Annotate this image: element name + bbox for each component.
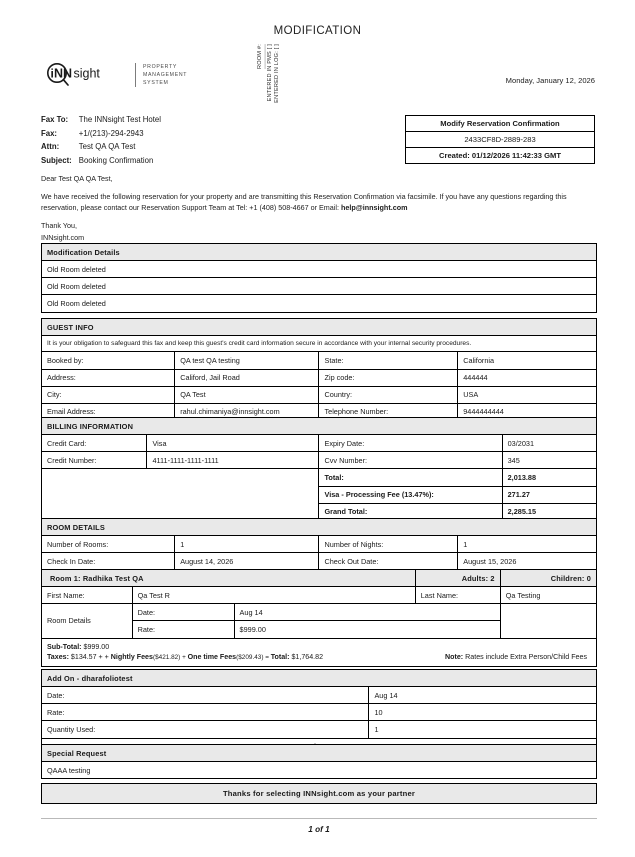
section-header-row [42,418,597,435]
letter-paragraph [41,191,597,213]
modification-row-3: Old Room deleted [42,295,597,312]
table-row [42,587,597,604]
confirmation-code: 2433CF8D-2889-283 [406,132,594,148]
room-1-adults: Adults: 2 [415,570,500,587]
subject-value: Booking Confirmation [78,155,154,165]
section-header-row [42,670,597,687]
fax-header-block [41,114,161,169]
letter-closing-1: Thank You, [41,221,77,231]
table-row [42,721,597,738]
total-label: Total: [319,469,502,486]
city-value: QA Test [175,386,319,403]
one-time-fees-value: ($209.43) = [236,654,271,662]
modification-row-2: Old Room deleted [42,278,597,295]
last-name-value: Qa Testing [500,587,596,604]
page-number: 1 of 1 [308,825,330,834]
room-1-header: Room 1: Radhika Test QA [42,570,416,587]
expiry-date-value: 03/2031 [502,435,596,452]
svg-text:NN: NN [54,66,73,81]
add-on-header: Add On - dharafoliotest [42,670,597,687]
table-row [42,435,597,452]
svg-text:i: i [50,66,54,81]
number-of-rooms-value: 1 [175,536,319,553]
logo-tagline-line-1: PROPERTY [143,63,178,70]
zip-label: Zip code: [319,369,458,386]
table-row [42,369,597,386]
room-details-section [41,518,597,570]
rate-value: $999.00 [234,621,500,638]
billing-spacer [42,469,319,520]
add-on-quantity-label: Quantity Used: [42,721,369,738]
table-row [42,261,597,278]
number-of-nights-value: 1 [458,536,597,553]
taxes-line [47,652,323,663]
modification-details-header: Modification Details [42,244,597,261]
check-in-date-label: Check In Date: [42,553,175,570]
taxes-label: Taxes: [47,653,69,662]
credit-number-label: Credit Number: [42,452,147,469]
special-request-section [41,744,597,779]
cvv-value: 345 [502,452,596,469]
fax-header-row [41,141,161,155]
total-value: 2,013.88 [502,469,596,486]
table-row [42,762,597,779]
modification-details-section [41,243,597,313]
processing-fee-value: 271.27 [502,486,596,503]
table-row [42,536,597,553]
room-totals-cell [42,638,597,666]
address-value: Califord, Jail Road [175,369,319,386]
one-time-fees-label: One time Fees [187,653,237,662]
totals-row [42,638,597,666]
confirmation-box [405,115,595,164]
sub-total-line [47,642,591,653]
fax-header-row [41,128,161,142]
rates-note [445,652,591,663]
support-email: help@innsight.com [340,203,408,213]
innsight-wordmark-icon [44,62,128,88]
room-details-header: ROOM DETAILS [42,519,597,536]
table-row [42,604,597,621]
fax-number-value: +1/(213)-294-2943 [78,128,144,138]
section-header-row [42,244,597,261]
grand-total-value: 2,285.15 [502,503,596,520]
section-header-row [42,745,597,762]
processing-fee-label: Visa - Processing Fee (13.47%): [319,486,502,503]
room-1-children: Children: 0 [500,570,596,587]
table-row [42,278,597,295]
subject-label: Subject: [41,155,72,165]
confirmation-created: Created: 01/12/2026 11:42:33 GMT [439,151,561,160]
add-on-date-label: Date: [42,687,369,704]
add-on-rate-label: Rate: [42,704,369,721]
confirmation-title: Modify Reservation Confirmation [406,116,594,132]
nightly-fees-value: ($421.82) + [152,654,188,662]
document-date: Monday, January 12, 2026 [505,76,595,85]
taxes-base: $134.57 + + [68,653,111,662]
rate-date-label: Date: [132,604,234,621]
grand-total-label: Grand Total: [319,503,502,520]
rate-date-value: Aug 14 [234,604,500,621]
logo-tagline [135,63,187,87]
table-row [42,452,597,469]
sub-total-label: Sub-Total: [47,642,82,651]
number-of-rooms-label: Number of Rooms: [42,536,175,553]
add-on-quantity-value: 1 [369,721,597,738]
first-name-value: Qa Test R [132,587,415,604]
room-number-mark: ROOM #: [258,44,266,69]
guest-info-disclaimer: It is your obligation to safeguard this fax and keep this guest's credit card information secure in accordance with your internal security procedures. [42,336,597,352]
taxes-total-label: Total: [270,653,290,662]
table-row [42,553,597,570]
country-value: USA [458,386,597,403]
section-header-row [42,519,597,536]
taxes-total-value: $1,764.82 [289,653,324,662]
credit-card-label: Credit Card: [42,435,147,452]
page-footer [41,818,597,837]
note-text: Rates include Extra Person/Child Fees [463,653,587,662]
fax-to-label: Fax To: [41,115,69,124]
page-title: MODIFICATION [273,25,362,37]
number-of-nights-label: Number of Nights: [319,536,458,553]
booked-by-label: Booked by: [42,352,175,369]
add-on-section [41,669,597,756]
guest-info-section [41,318,597,421]
rate-label: Rate: [132,621,234,638]
billing-information-section [41,417,597,521]
state-value: California [458,352,597,369]
table-row [42,704,597,721]
telephone-label: Telephone Number: [319,403,458,420]
email-value: rahul.chimaniya@innsight.com [175,403,319,420]
letter-salutation: Dear Test QA QA Test, [41,174,113,183]
letter-body-text: We have received the following reservation for your property and are transmitting this Reservation Confirmation via facsimile. If you have any questions regarding this reservation, please contact our Reservation Support Team at Tel: +1 (408) 508-4667 or Email: [41,192,567,213]
logo-tagline-line-2: MANAGEMENT [143,71,188,78]
modification-row-1: Old Room deleted [42,261,597,278]
first-name-label: First Name: [42,587,133,604]
room-rate-spacer [500,604,596,638]
add-on-rate-value: 10 [369,704,597,721]
billing-information-header: BILLING INFORMATION [42,418,597,435]
special-request-header: Special Request [42,745,597,762]
fax-header-row [41,114,161,128]
guest-info-header: GUEST INFO [42,319,597,336]
manual-entry-marks [258,44,281,103]
add-on-date-value: Aug 14 [369,687,597,704]
note-label: Note: [445,653,464,662]
fax-header-row [41,155,161,169]
state-label: State: [319,352,458,369]
table-row [42,352,597,369]
guest-info-disclaimer-row [42,336,597,352]
country-label: Country: [319,386,458,403]
sub-total-amount: $999.00 [81,642,110,651]
nightly-fees-label: Nightly Fees [110,653,153,662]
section-header-row [42,319,597,336]
svg-text:sight: sight [73,66,100,81]
credit-card-value: Visa [147,435,319,452]
room-1-header-row [42,570,597,587]
last-name-label: Last Name: [415,587,500,604]
attn-label: Attn: [41,142,60,152]
check-out-date-label: Check Out Date: [319,553,458,570]
table-row [42,386,597,403]
attn-value: Test QA QA Test [78,142,136,152]
table-row [42,295,597,312]
logo-tagline-line-3: SYSTEM [143,80,169,87]
thanks-banner: Thanks for selecting INNsight.com as your partner [41,783,597,804]
letter-closing-2: INNsight.com [41,232,85,242]
zip-value: 444444 [458,369,597,386]
credit-number-value: 4111-1111-1111-1111 [147,452,319,469]
room-1-section [41,569,597,667]
special-request-value: QAAA testing [42,762,597,779]
table-row [42,469,597,486]
cvv-label: Cvv Number: [319,452,502,469]
entered-in-log-mark: ENTERED IN LOG: [ ] [274,44,281,103]
letter-body [41,173,597,250]
email-label: Email Address: [42,403,175,420]
fax-number-label: Fax: [41,128,58,138]
check-in-date-value: August 14, 2026 [175,553,319,570]
expiry-date-label: Expiry Date: [319,435,502,452]
entered-in-pms-mark: ENTERED IN PMS [ ] [266,44,273,102]
telephone-value: 9444444444 [458,403,597,420]
address-label: Address: [42,369,175,386]
booked-by-value: QA test QA testing [175,352,319,369]
room-details-label: Room Details [42,604,133,638]
innsight-logo [44,62,187,88]
fax-to-value: The INNsight Test Hotel [78,115,161,124]
city-label: City: [42,386,175,403]
table-row [42,687,597,704]
taxes-and-note-line [47,652,591,663]
check-out-date-value: August 15, 2026 [458,553,597,570]
